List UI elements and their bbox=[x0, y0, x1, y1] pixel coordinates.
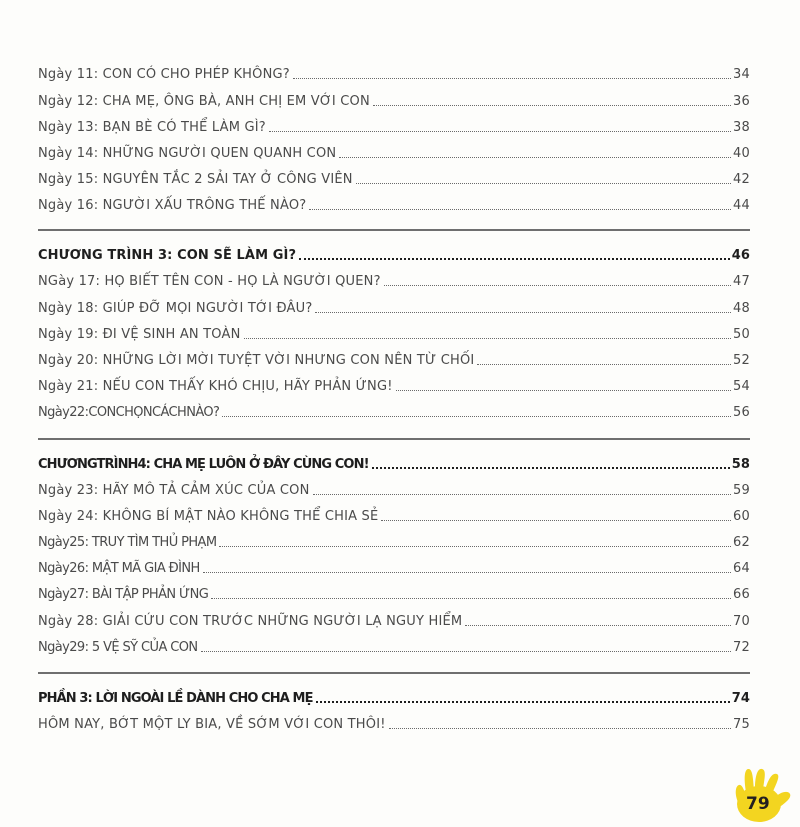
dot-leader bbox=[477, 364, 731, 365]
toc-entry[interactable] bbox=[38, 374, 750, 394]
toc-entry-page: 66 bbox=[733, 587, 750, 602]
toc-entry-title: NGày 17: HỌ BIẾT TÊN CON - HỌ LÀ NGƯỜI QUEN? bbox=[38, 274, 381, 289]
toc-entry-title: Ngày 24: KHÔNG BÍ MẬT NÀO KHÔNG THỂ CHIA SẺ bbox=[38, 509, 379, 524]
toc-entry[interactable] bbox=[38, 609, 750, 629]
dot-leader bbox=[372, 467, 730, 469]
toc-entry[interactable] bbox=[38, 504, 750, 524]
toc-entry-page: 42 bbox=[733, 172, 750, 187]
section-divider bbox=[38, 229, 750, 231]
page-number: 79 bbox=[746, 794, 770, 814]
dot-leader bbox=[381, 520, 731, 521]
toc-entry-page: 50 bbox=[733, 327, 750, 342]
toc-entry-page: 70 bbox=[733, 614, 750, 629]
toc-entry[interactable] bbox=[38, 635, 750, 655]
dot-leader bbox=[269, 131, 731, 132]
toc-entry[interactable] bbox=[38, 269, 750, 289]
dot-leader bbox=[222, 416, 731, 417]
toc-entry-title: Ngày 28: GIẢI CỨU CON TRƯỚC NHỮNG NGƯỜI LẠ NGUY HIỂM bbox=[38, 614, 463, 629]
toc-entry[interactable] bbox=[38, 556, 750, 576]
toc-entry-title: Ngày 19: ĐI VỆ SINH AN TOÀN bbox=[38, 327, 241, 342]
section-divider bbox=[38, 672, 750, 674]
toc-entry[interactable] bbox=[38, 141, 750, 161]
toc-entry-page: 54 bbox=[733, 379, 750, 394]
chapter-title: PHẦN 3: LỜI NGOÀI LỀ DÀNH CHO CHA MẸ bbox=[38, 691, 313, 706]
toc-entry[interactable] bbox=[38, 296, 750, 316]
toc-entry-title: Ngày 12: CHA MẸ, ÔNG BÀ, ANH CHỊ EM VỚI CON bbox=[38, 94, 370, 109]
dot-leader bbox=[356, 183, 731, 184]
chapter-title: CHƯƠNG TRÌNH 3: CON SẼ LÀM GÌ? bbox=[38, 248, 297, 263]
toc-entry-title: Ngày 15: NGUYÊN TẮC 2 SẢI TAY Ở CÔNG VIÊN bbox=[38, 172, 353, 187]
toc-entry-page: 62 bbox=[733, 535, 750, 550]
dot-leader bbox=[244, 338, 732, 339]
toc-entry-page: 56 bbox=[733, 405, 750, 420]
toc-entry[interactable] bbox=[38, 167, 750, 187]
section-divider bbox=[38, 438, 750, 440]
dot-leader bbox=[211, 598, 731, 599]
toc-entry-title: Ngày25: TRUY TÌM THỦ PHẠM bbox=[38, 535, 217, 550]
toc-entry-page: 36 bbox=[733, 94, 750, 109]
toc-entry[interactable] bbox=[38, 322, 750, 342]
dot-leader bbox=[293, 78, 731, 79]
toc-chapter-heading[interactable] bbox=[38, 243, 750, 263]
toc-entry-title: Ngày 16: NGƯỜI XẤU TRÔNG THẾ NÀO? bbox=[38, 198, 307, 213]
toc-entry-title: Ngày22:CONCHỌNCÁCHNÀO? bbox=[38, 405, 220, 420]
toc-entry[interactable] bbox=[38, 400, 750, 420]
dot-leader bbox=[384, 285, 731, 286]
dot-leader bbox=[309, 209, 731, 210]
toc-entry-page: 59 bbox=[733, 483, 750, 498]
toc-chapter-heading[interactable] bbox=[38, 452, 750, 472]
toc-entry[interactable] bbox=[38, 193, 750, 213]
dot-leader bbox=[389, 728, 731, 729]
dot-leader bbox=[219, 546, 731, 547]
toc-entry-title: Ngày27: BÀI TẬP PHẢN ỨNG bbox=[38, 587, 209, 602]
toc-entry-page: 72 bbox=[733, 640, 750, 655]
page-number-badge bbox=[732, 766, 794, 824]
toc-entry[interactable] bbox=[38, 712, 750, 732]
toc-chapter-heading[interactable] bbox=[38, 686, 750, 706]
toc-entry-title: Ngày 20: NHỮNG LỜI MỜI TUYỆT VỜI NHƯNG CON NÊN TỪ CHỐI bbox=[38, 353, 475, 368]
chapter-title: CHƯƠNGTRÌNH4: CHA MẸ LUÔN Ở ĐÂY CÙNG CON! bbox=[38, 457, 369, 472]
toc-entry[interactable] bbox=[38, 530, 750, 550]
toc-entry-title: Ngày26: MẬT MÃ GIA ĐÌNH bbox=[38, 561, 200, 576]
toc-entry[interactable] bbox=[38, 115, 750, 135]
dot-leader bbox=[203, 572, 731, 573]
toc-entry[interactable] bbox=[38, 478, 750, 498]
dot-leader bbox=[313, 494, 732, 495]
toc-entry-title: Ngày 23: HÃY MÔ TẢ CẢM XÚC CỦA CON bbox=[38, 483, 310, 498]
toc-entry-page: 40 bbox=[733, 146, 750, 161]
toc-entry[interactable] bbox=[38, 348, 750, 368]
toc-entry-title: Ngày29: 5 VỆ SỸ CỦA CON bbox=[38, 640, 198, 655]
dot-leader bbox=[465, 625, 731, 626]
toc-entry-title: Ngày 18: GIÚP ĐỠ MỌI NGƯỜI TỚI ĐÂU? bbox=[38, 301, 313, 316]
dot-leader bbox=[316, 701, 730, 703]
dot-leader bbox=[373, 105, 731, 106]
toc-entry[interactable] bbox=[38, 62, 750, 82]
toc-entry-title: Ngày 11: CON CÓ CHO PHÉP KHÔNG? bbox=[38, 67, 290, 82]
toc-entry[interactable] bbox=[38, 582, 750, 602]
chapter-page: 74 bbox=[731, 691, 750, 706]
toc-entry-title: Ngày 13: BẠN BÈ CÓ THỂ LÀM GÌ? bbox=[38, 120, 266, 135]
toc-entry-page: 52 bbox=[733, 353, 750, 368]
toc-entry-page: 64 bbox=[733, 561, 750, 576]
toc-entry-page: 38 bbox=[733, 120, 750, 135]
toc-entry-page: 34 bbox=[733, 67, 750, 82]
dot-leader bbox=[201, 651, 732, 652]
toc-entry-page: 48 bbox=[733, 301, 750, 316]
dot-leader bbox=[299, 258, 730, 260]
toc-entry-title: HÔM NAY, BỚT MỘT LY BIA, VỀ SỚM VỚI CON THÔI! bbox=[38, 717, 386, 732]
toc-entry-title: Ngày 14: NHỮNG NGƯỜI QUEN QUANH CON bbox=[38, 146, 337, 161]
toc-entry-page: 44 bbox=[733, 198, 750, 213]
chapter-page: 58 bbox=[731, 457, 750, 472]
dot-leader bbox=[396, 390, 731, 391]
dot-leader bbox=[315, 312, 731, 313]
toc-entry-page: 47 bbox=[733, 274, 750, 289]
dot-leader bbox=[339, 157, 731, 158]
toc-entry-title: Ngày 21: NẾU CON THẤY KHÓ CHỊU, HÃY PHẢN ỨNG! bbox=[38, 379, 393, 394]
chapter-page: 46 bbox=[731, 248, 750, 263]
toc-entry-page: 60 bbox=[733, 509, 750, 524]
toc-entry-page: 75 bbox=[733, 717, 750, 732]
toc-entry[interactable] bbox=[38, 89, 750, 109]
